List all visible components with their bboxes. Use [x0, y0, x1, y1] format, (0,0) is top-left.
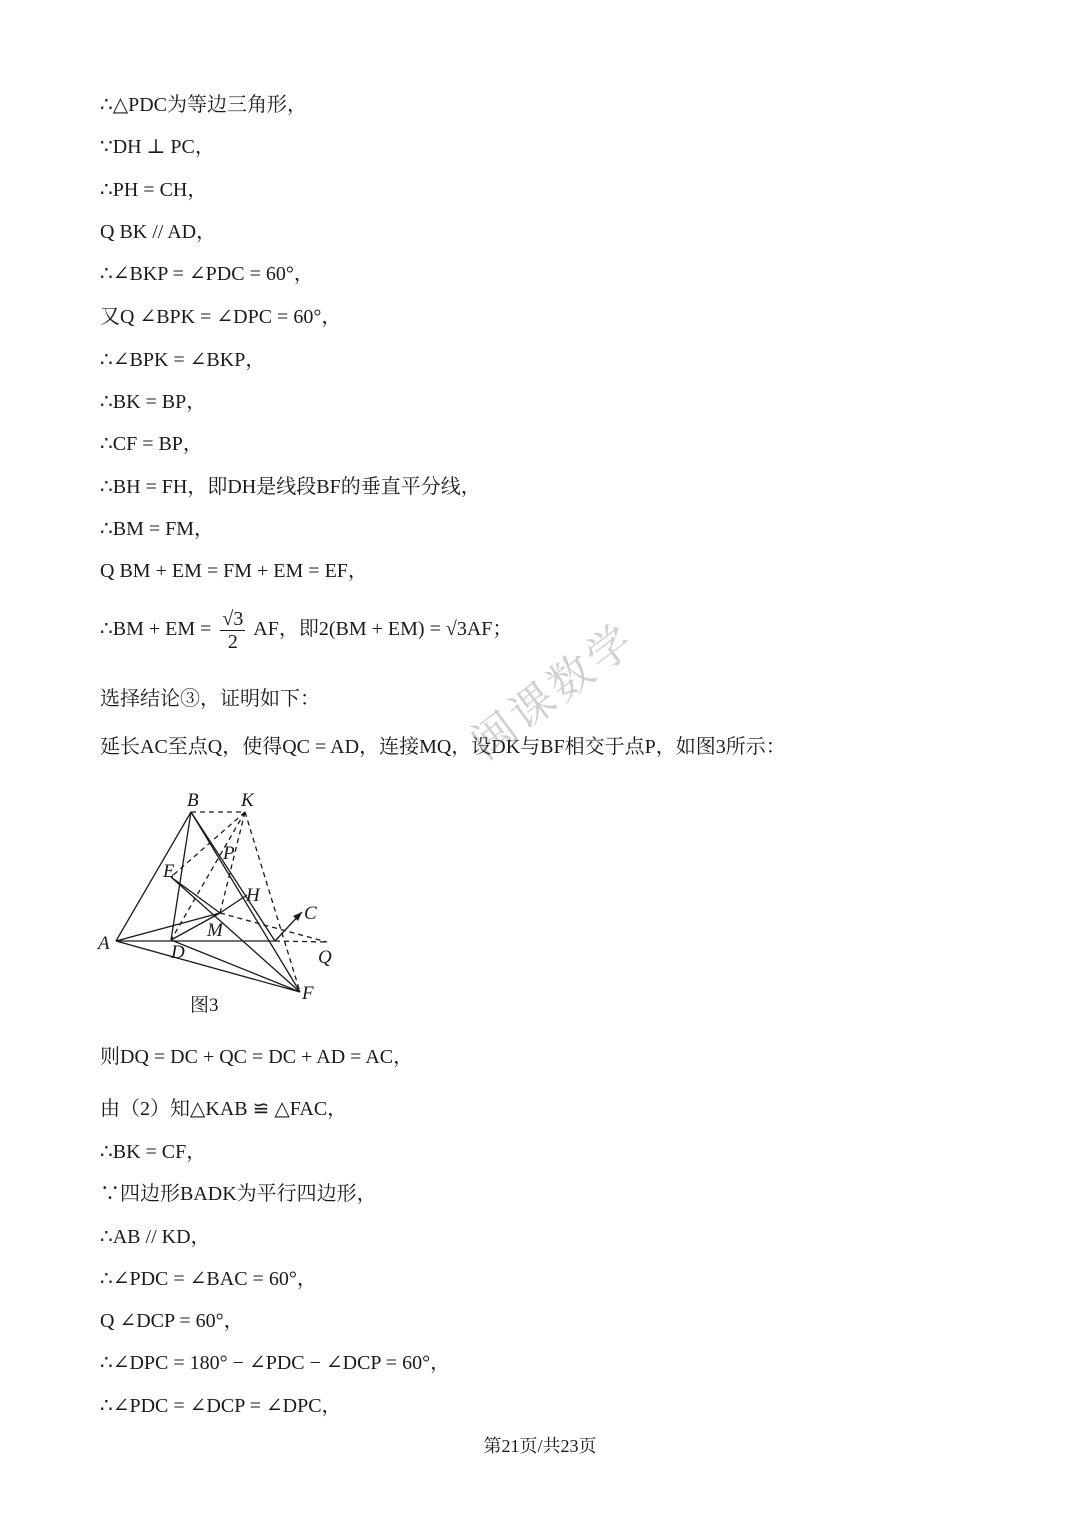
text-line: ∴BM = FM， [100, 518, 215, 540]
text-line: ∴PH = CH， [100, 179, 208, 201]
text-line: ∵DH ⊥ PC， [100, 136, 215, 158]
text-line: ∴∠PDC = ∠BAC = 60°， [100, 1268, 317, 1290]
geometry-figure [95, 785, 355, 1015]
text-line: 又Q ∠BPK = ∠DPC = 60°， [100, 306, 342, 328]
text-line: Q BM + EM = FM + EM = EF， [100, 560, 368, 582]
text-line: ∵四边形BADK为平行四边形， [100, 1183, 377, 1205]
label-h: H [246, 885, 260, 906]
watermark: 闽课数学 [461, 613, 646, 770]
page-footer: 第21页/共23页 [483, 1436, 597, 1456]
text-line: 延长AC至点Q，使得QC = AD，连接MQ，设DK与BF相交于点P，如图3所示： [100, 736, 786, 758]
fraction [220, 608, 245, 653]
label-f: F [302, 983, 314, 1004]
text-line: 选择结论③，证明如下： [100, 688, 320, 710]
fraction-denominator: 2 [227, 631, 238, 653]
segment-af [116, 941, 300, 992]
segment-mh [220, 895, 247, 913]
label-k: K [241, 790, 254, 811]
text-line: Q BK // AD， [100, 221, 217, 243]
label-a: A [98, 933, 110, 954]
text-line: ∴△PDC为等边三角形， [100, 94, 308, 116]
label-c: C [304, 903, 317, 924]
segment-df [171, 940, 300, 992]
fraction-prefix: ∴BM + EM = [100, 618, 212, 641]
text-line: ∴∠BKP = ∠PDC = 60°， [100, 263, 314, 285]
fraction-line [100, 608, 512, 653]
label-b: B [187, 790, 199, 811]
label-e: E [163, 861, 175, 882]
label-q: Q [318, 947, 332, 968]
text-line: ∴∠PDC = ∠DCP = ∠DPC， [100, 1395, 342, 1417]
text-line: ∴∠BPK = ∠BKP， [100, 349, 266, 371]
segment-cq [275, 941, 327, 942]
text-line: ∴BK = CF， [100, 1141, 207, 1163]
text-line: ∴BH = FH，即DH是线段BF的垂直平分线， [100, 476, 481, 498]
text-line: Q ∠DCP = 60°， [100, 1310, 244, 1332]
fraction-numerator: √3 [222, 608, 244, 630]
label-p: P [223, 843, 235, 864]
fraction-suffix: AF，即2(BM + EM) = √3AF； [253, 618, 513, 641]
text-line: ∴BK = BP， [100, 391, 207, 413]
label-m: M [207, 920, 223, 941]
segment-ab [116, 812, 191, 941]
figure-caption: 图3 [190, 995, 219, 1015]
text-line: 由（2）知△KAB ≌ △FAC， [100, 1098, 348, 1120]
text-line: ∴AB // KD， [100, 1226, 211, 1248]
segment-am [116, 913, 220, 941]
text-line: 则DQ = DC + QC = DC + AD = AC， [100, 1046, 414, 1068]
text-line: ∴∠DPC = 180° − ∠PDC − ∠DCP = 60°， [100, 1352, 451, 1374]
label-d: D [171, 942, 185, 963]
text-line: ∴CF = BP， [100, 433, 203, 455]
